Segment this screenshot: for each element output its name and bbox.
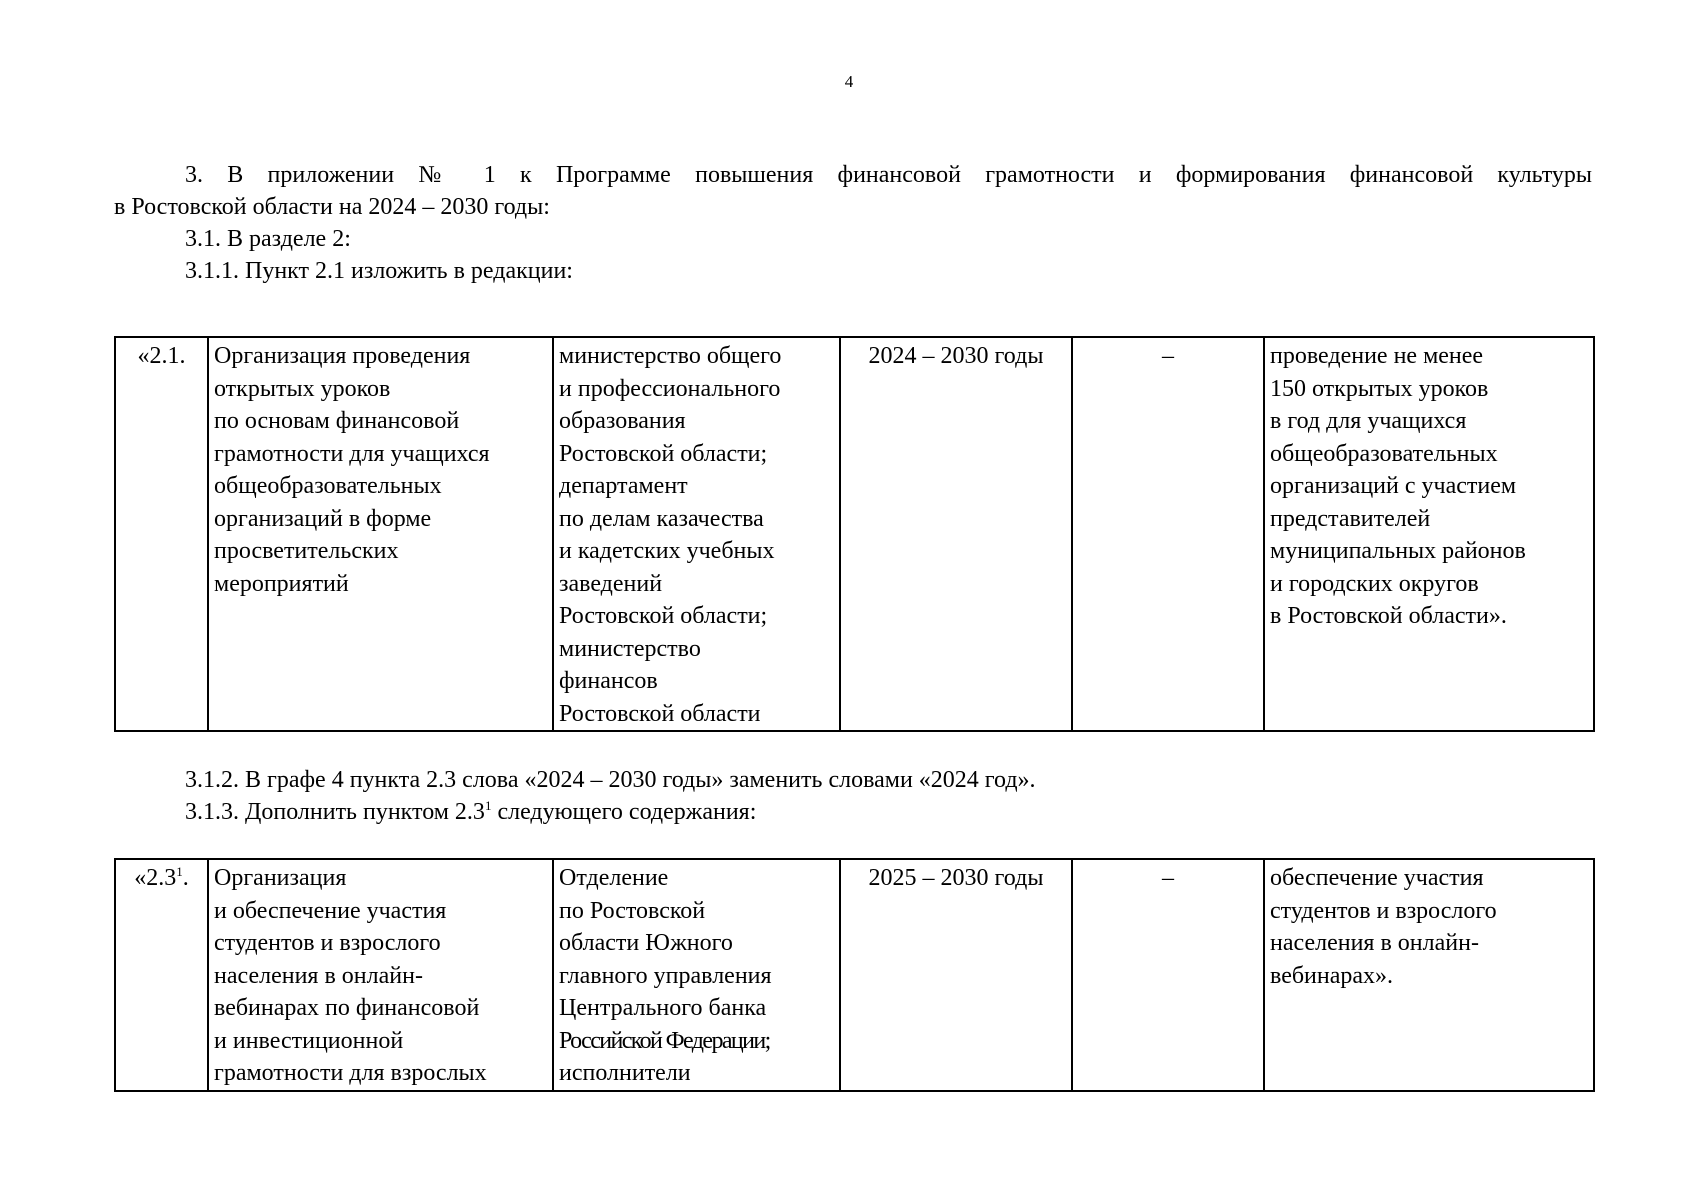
superscript: 1 <box>176 864 183 879</box>
activity-line: и обеспечение участия <box>214 897 447 924</box>
table-row <box>115 859 1594 1091</box>
result-cell <box>1264 337 1594 731</box>
activity-line: грамотности для взрослых <box>214 1060 487 1086</box>
activity-line: грамотности для учащихся <box>214 440 490 467</box>
executors-cell <box>553 859 840 1091</box>
result-line: студентов и взрослого <box>1270 897 1497 924</box>
executor-line: Ростовской области; <box>559 603 768 629</box>
activity-cell <box>208 859 553 1091</box>
activity-line: открытых уроков <box>214 375 391 402</box>
executor-line: министерство общего <box>559 343 782 369</box>
page-number: 4 <box>844 72 854 91</box>
table-item-2-3-1 <box>114 858 1595 1092</box>
paragraph-3-1-1: 3.1.1. Пункт 2.1 изложить в редакции: <box>185 258 573 284</box>
result-line: в Ростовской области». <box>1270 603 1507 629</box>
result-cell <box>1264 859 1594 1091</box>
result-line: населения в онлайн- <box>1270 930 1479 956</box>
activity-line: мероприятий <box>214 570 349 597</box>
item-number-cell: «2.1. <box>115 337 208 731</box>
item-number: «2.3 <box>134 865 177 891</box>
result-line: общеобразовательных <box>1270 440 1498 467</box>
result-line: вебинарах». <box>1270 962 1394 989</box>
period-cell: 2024 – 2030 годы <box>840 337 1072 731</box>
executor-line: образования <box>559 408 686 434</box>
executor-line: по делам казачества <box>559 505 764 532</box>
period-cell: 2025 – 2030 годы <box>840 859 1072 1091</box>
dash-cell: – <box>1072 859 1264 1091</box>
result-line: и городских округов <box>1270 570 1479 597</box>
activity-line: вебинарах по финансовой <box>214 995 480 1021</box>
paragraph-3-1-2: 3.1.2. В графе 4 пункта 2.3 слова «2024 – 2030 годы» заменить словами «2024 год». <box>185 767 1036 793</box>
activity-line: организаций в форме <box>214 505 432 532</box>
paragraph-3-1-3 <box>114 796 1592 828</box>
paragraph-3-1: 3.1. В разделе 2: <box>185 226 351 252</box>
activity-line: и инвестиционной <box>214 1027 404 1054</box>
executor-line: Отделение <box>559 865 669 891</box>
executor-line: Ростовской области <box>559 700 761 727</box>
middle-section <box>114 764 1592 828</box>
result-line: 150 открытых уроков <box>1270 375 1489 402</box>
item-number-dot: . <box>182 865 189 891</box>
activity-line: населения в онлайн- <box>214 962 423 989</box>
executor-line: по Ростовской <box>559 897 706 924</box>
paragraph-3-line1: 3. В приложении № 1 к Программе повышения финансовой грамотности и формирования финансовой культуры <box>185 162 1592 188</box>
result-line: в год для учащихся <box>1270 408 1467 434</box>
intro-section <box>114 159 1592 287</box>
executor-line: Российской Федерации; <box>559 1027 770 1054</box>
table-row <box>115 337 1594 731</box>
table-item-2-1 <box>114 336 1595 732</box>
result-line: проведение не менее <box>1270 343 1484 369</box>
activity-line: студентов и взрослого <box>214 930 441 956</box>
paragraph-3-line2: в Ростовской области на 2024 – 2030 годы: <box>114 194 550 220</box>
activity-line: общеобразовательных <box>214 473 442 499</box>
executor-line: исполнители <box>559 1060 691 1086</box>
activity-line: просветительских <box>214 538 399 564</box>
activity-line: Организация проведения <box>214 343 471 369</box>
activity-line: по основам финансовой <box>214 408 460 434</box>
executors-cell <box>553 337 840 731</box>
executor-line: департамент <box>559 473 688 499</box>
activity-cell <box>208 337 553 731</box>
activity-line: Организация <box>214 865 347 891</box>
executor-line: главного управления <box>559 962 772 989</box>
executor-line: области Южного <box>559 930 733 956</box>
executor-line: и профессионального <box>559 375 781 402</box>
executor-line: Ростовской области; <box>559 440 768 467</box>
dash-cell: – <box>1072 337 1264 731</box>
superscript: 1 <box>484 798 492 813</box>
executor-line: финансов <box>559 668 658 694</box>
result-line: организаций с участием <box>1270 473 1517 499</box>
executor-line: Центрального банка <box>559 995 767 1021</box>
result-line: обеспечение участия <box>1270 865 1484 891</box>
executor-line: министерство <box>559 635 701 662</box>
paragraph-3-1-3-text: 3.1.3. Дополнить пунктом 2.3 <box>185 799 485 825</box>
executor-line: и кадетских учебных <box>559 538 775 564</box>
result-line: муниципальных районов <box>1270 538 1526 564</box>
paragraph-3-1-3-text-end: следующего содержания: <box>491 799 757 825</box>
executor-line: заведений <box>559 570 663 597</box>
item-number-cell <box>115 859 208 1091</box>
result-line: представителей <box>1270 505 1431 532</box>
